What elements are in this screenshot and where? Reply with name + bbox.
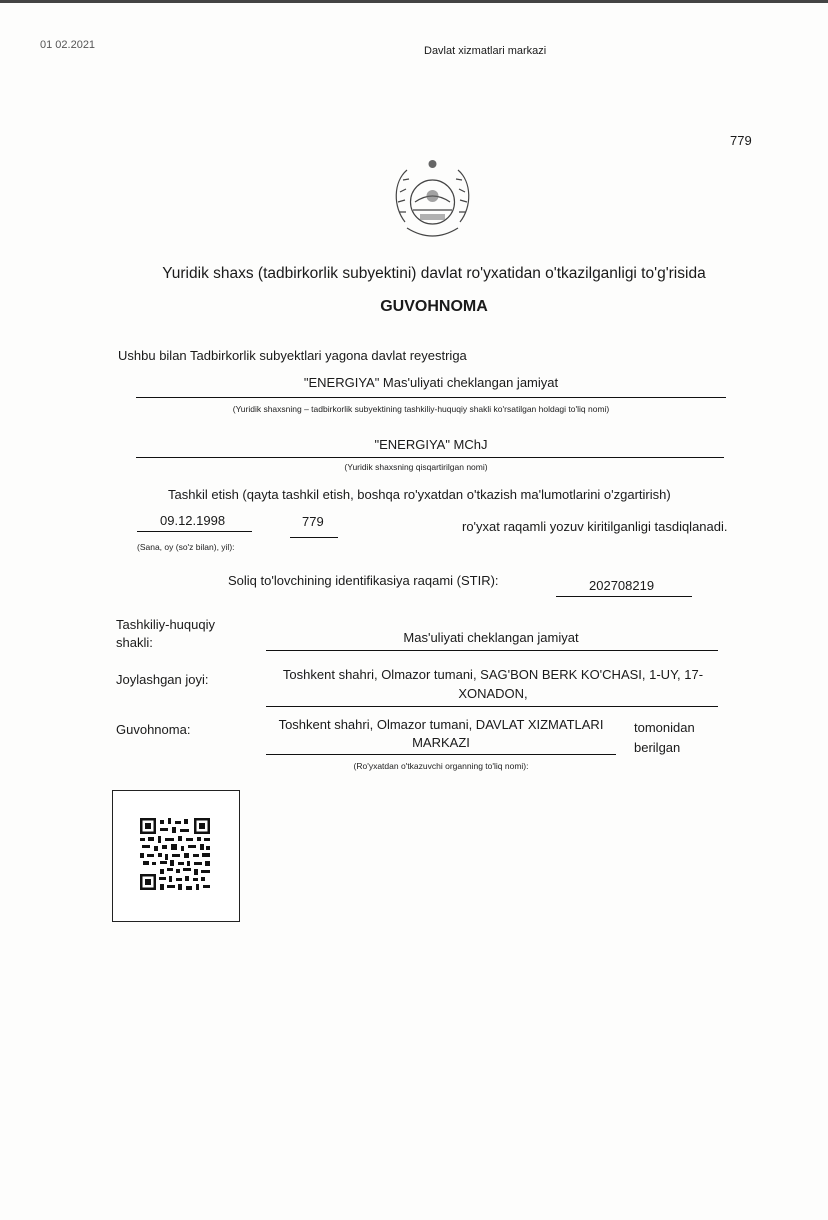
issued-by-line2: berilgan [634, 740, 681, 755]
location-value-line2: XONADON, [458, 686, 528, 701]
page-number: 779 [730, 133, 752, 148]
stir-label: Soliq to'lovchining identifikasiya raqami (STIR): [228, 573, 499, 588]
intro-text: Ushbu bilan Tadbirkorlik subyektlari yagona davlat reyestriga [118, 348, 467, 363]
legal-form-underline [266, 650, 718, 651]
location-value-line1: Toshkent shahri, Olmazor tumani, SAG'BON BERK KO'CHASI, 1-UY, 17- [282, 667, 704, 682]
document-title: Yuridik shaxs (tadbirkorlik subyektini) davlat ro'yxatidan o'tkazilganligi to'g'risida [162, 265, 706, 282]
full-name-value: "ENERGIYA" Mas'uliyati cheklangan jamiyat [303, 375, 559, 390]
date-caption: (Sana, oy (so'z bilan), yil): [137, 542, 235, 552]
issuer-value-line1: Toshkent shahri, Olmazor tumani, DAVLAT XIZMATLARI [278, 717, 604, 732]
issuer-underline [266, 754, 616, 755]
short-name-caption: (Yuridik shaxsning qisqartirilgan nomi) [344, 462, 488, 472]
short-name-underline [136, 457, 724, 458]
location-underline [266, 706, 718, 707]
legal-form-value: Mas'uliyati cheklangan jamiyat [403, 630, 579, 645]
qr-code-icon [140, 818, 210, 890]
issuer-caption: (Ro'yxatdan o'tkazuvchi organning to'liq nomi): [353, 761, 529, 771]
registration-number-underline [290, 537, 338, 538]
issuer-value-line2: MARKAZI [412, 735, 470, 750]
stir-value: 202708219 [589, 578, 655, 593]
stir-underline [556, 596, 692, 597]
legal-form-label-line2: shakli: [116, 635, 153, 650]
document-heading: GUVOHNOMA [380, 298, 488, 315]
header-office: Davlat xizmatlari markazi [424, 45, 547, 57]
location-label: Joylashgan joyi: [116, 672, 209, 687]
registration-date: 09.12.1998 [160, 513, 226, 528]
establishment-text: Tashkil etish (qayta tashkil etish, boshqa ro'yxatdan o'tkazish ma'lumotlarini o'zgartirish) [168, 487, 671, 502]
short-name-value: "ENERGIYA" MChJ [374, 437, 488, 452]
scan-top-edge [0, 0, 828, 3]
legal-form-label-line1: Tashkiliy-huquqiy [116, 617, 215, 632]
qr-frame [112, 790, 240, 922]
registration-text: ro'yxat raqamli yozuv kiritilganligi tasdiqlanadi. [462, 519, 728, 534]
issued-by-line1: tomonidan [634, 720, 695, 735]
registration-number: 779 [302, 514, 324, 529]
certificate-label: Guvohnoma: [116, 722, 191, 737]
full-name-underline [136, 397, 726, 398]
state-emblem-icon [385, 152, 480, 247]
full-name-caption: (Yuridik shaxsning – tadbirkorlik subyektining tashkiliy-huquqiy shakli ko'rsatilgan holdagi to'liq nomi) [232, 404, 610, 414]
header-date: 01 02.2021 [40, 39, 96, 51]
registration-date-underline [137, 531, 252, 532]
